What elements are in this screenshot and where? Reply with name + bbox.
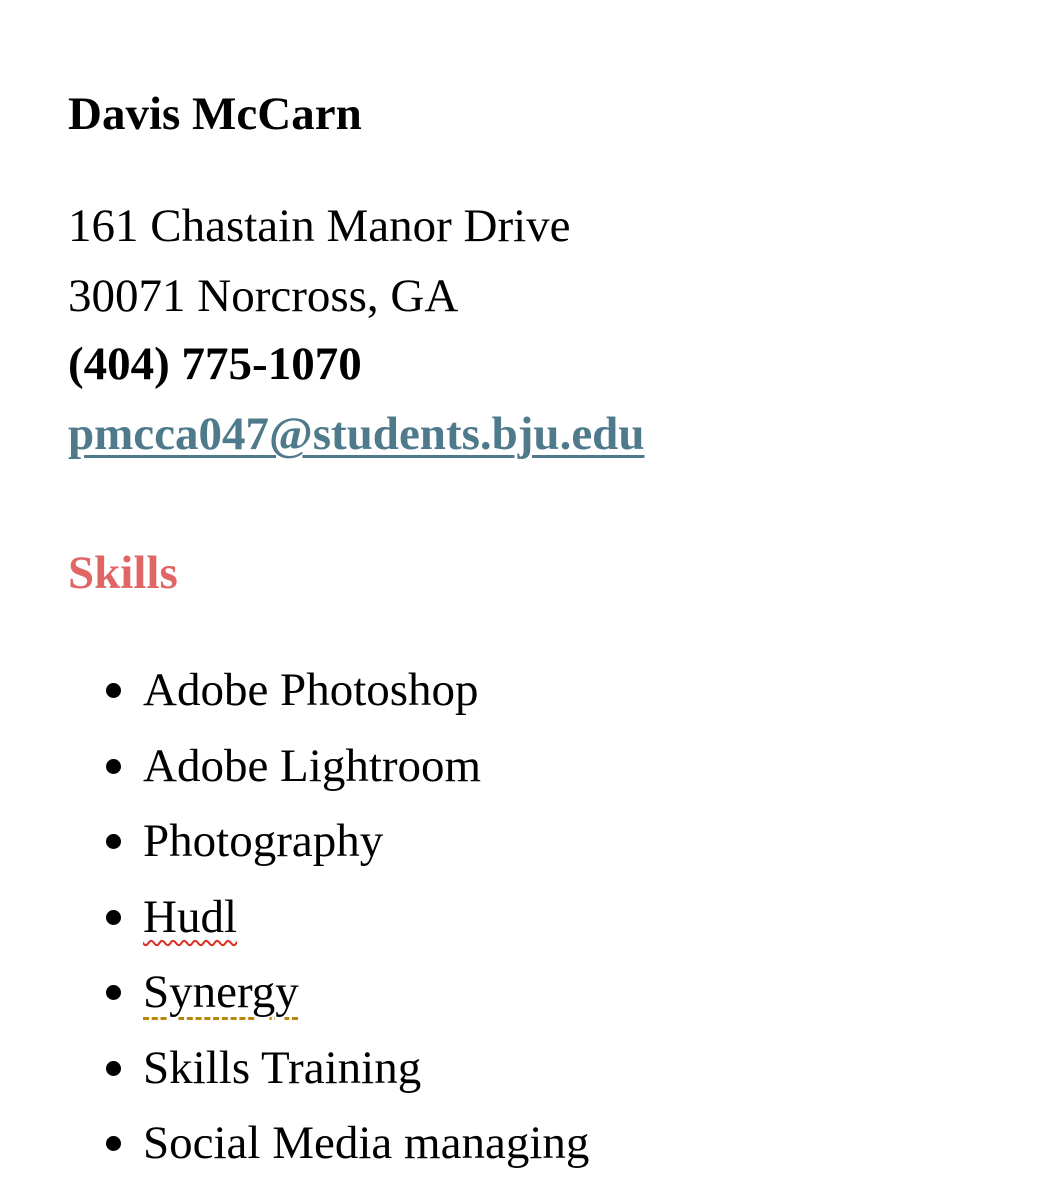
list-item <box>106 1040 589 1116</box>
bullet-icon <box>106 985 121 1000</box>
address-line-2: 30071 Norcross, GA <box>68 270 459 322</box>
bullet-icon <box>106 759 121 774</box>
list-item <box>106 738 589 814</box>
skill-label: Photography <box>143 815 384 867</box>
list-item <box>106 662 589 738</box>
bullet-icon <box>106 1136 121 1151</box>
skill-label: Skills Training <box>143 1041 422 1094</box>
list-item <box>106 964 589 1040</box>
phone-number: (404) 775-1070 <box>68 338 362 390</box>
contact-name: Davis McCarn <box>68 88 362 140</box>
email-link[interactable]: pmcca047@students.bju.edu <box>68 408 645 460</box>
skills-heading: Skills <box>68 547 178 599</box>
skill-label: Adobe Lightroom <box>143 739 482 792</box>
bullet-icon <box>106 910 121 925</box>
address-line-1: 161 Chastain Manor Drive <box>68 200 571 252</box>
list-item <box>106 1115 589 1191</box>
bullet-icon <box>106 834 121 849</box>
list-item <box>106 813 589 889</box>
skill-label: Adobe Photoshop <box>143 664 479 716</box>
bullet-icon <box>106 1061 121 1076</box>
skill-label-grammar-flag[interactable]: Synergy <box>143 966 299 1018</box>
list-item <box>106 889 589 965</box>
skill-label-misspelled[interactable]: Hudl <box>143 890 237 943</box>
skills-list <box>106 662 589 1191</box>
skill-label: Social Media managing <box>143 1117 590 1169</box>
bullet-icon <box>106 683 121 698</box>
